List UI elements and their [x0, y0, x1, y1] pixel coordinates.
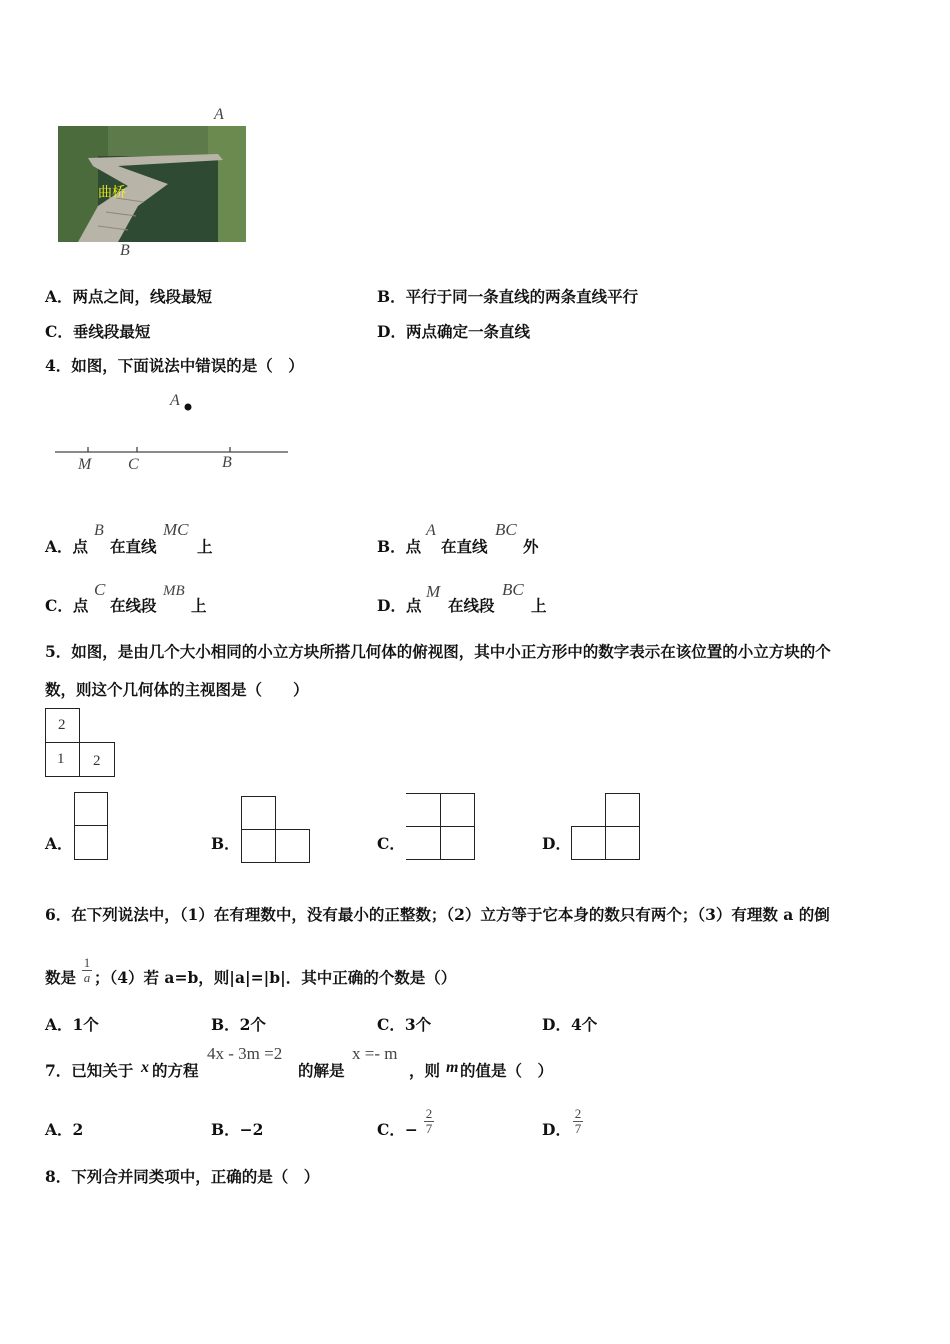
q4-opt-a-p2: MC: [163, 520, 189, 539]
q6-option-a: A．1个: [45, 1015, 99, 1034]
q5-a-cell-2: [74, 825, 108, 860]
q4-opt-d-p1: M: [426, 582, 441, 601]
q3-option-a: A．两点之间，线段最短: [45, 287, 213, 306]
q4-stem: 4．如图，下面说法中错误的是（ ）: [45, 356, 304, 375]
point-b-label: B: [120, 242, 130, 259]
q5-c-cell-1: [406, 793, 441, 827]
q4-opt-d-post: 上: [531, 596, 547, 615]
q4-opt-d-mid: 在线段: [448, 596, 495, 615]
q4-opt-b-pre: B．点: [377, 537, 422, 556]
bridge-photo: [58, 126, 246, 242]
q7-var-x: x: [141, 1059, 149, 1076]
q7-pre: 7．已知关于: [45, 1061, 134, 1080]
fig-point-b: B: [222, 454, 232, 471]
q6-line1: 6．在下列说法中，（1）在有理数中，没有最小的正整数；（2）立方等于它本身的数只有两个；（3）有理数 a 的倒: [45, 905, 830, 924]
q4-opt-c-mid: 在线段: [110, 596, 157, 615]
q4-opt-c-post: 上: [191, 596, 207, 615]
q5-b-cell-1: [241, 796, 276, 830]
q7-post: 的值是（ ）: [460, 1061, 554, 1080]
q6-line2-pre: 数是: [45, 968, 77, 987]
q5-label-b: B．: [211, 834, 240, 853]
q7-mid3: ，则: [409, 1061, 441, 1080]
q4-opt-a-mid: 在直线: [110, 537, 157, 556]
photo-label: 曲桥: [98, 185, 126, 201]
q5-label-c: C．: [377, 834, 405, 853]
grid-num-top: 2: [58, 717, 66, 733]
q3-option-d: D．两点确定一条直线: [377, 322, 530, 341]
q4-opt-c-pre: C．点: [45, 596, 89, 615]
grid-num-bottom-right: 2: [93, 753, 101, 769]
q4-figure: [50, 390, 300, 480]
q7-option-d-fraction: [573, 1107, 583, 1136]
q5-label-a: A．: [45, 834, 73, 853]
q4-opt-d-p2: BC: [502, 580, 524, 599]
q7-option-c-fraction: [424, 1107, 434, 1136]
q6-frac-num: 1: [83, 955, 91, 970]
bridge-illustration: [58, 126, 246, 242]
q7-mid2: 的解是: [298, 1061, 345, 1080]
q6-frac-den: a: [83, 970, 91, 985]
q5-c-cell-4: [440, 826, 475, 860]
q6-fraction: [82, 956, 92, 985]
q4-opt-b-mid: 在直线: [441, 537, 488, 556]
q7-c-frac-num: 2: [425, 1106, 433, 1121]
q7-option-b: B．−2: [211, 1120, 264, 1139]
fig-point-a: A: [170, 392, 180, 409]
q7-mid1: 的方程: [152, 1061, 199, 1080]
grid-num-bottom-left: 1: [57, 751, 65, 767]
q5-label-d: D．: [542, 834, 571, 853]
q5-c-cell-3: [406, 826, 441, 860]
q5-line1: 5．如图，是由几个大小相同的小立方块所搭几何体的俯视图，其中小正方形中的数字表示在该位置的小立方块的个: [45, 642, 831, 661]
q5-c-cell-2: [440, 793, 475, 827]
q6-option-c: C．3个: [377, 1015, 432, 1034]
q7-option-c-pre: C．−: [377, 1120, 418, 1139]
q4-opt-a-pre: A．点: [45, 537, 89, 556]
q7-option-d-pre: D．: [542, 1120, 571, 1139]
point-a-label: A: [214, 106, 224, 123]
q4-opt-b-p2: BC: [495, 520, 517, 539]
q4-opt-c-p1: C: [94, 580, 106, 599]
q7-c-frac-den: 7: [425, 1121, 433, 1136]
q4-opt-c-p2: MB: [163, 583, 185, 599]
q6-option-d: D．4个: [542, 1015, 598, 1034]
q7-d-frac-num: 2: [574, 1106, 582, 1121]
q7-d-frac-den: 7: [574, 1121, 582, 1136]
q4-opt-d-pre: D．点: [377, 596, 422, 615]
fig-point-c: C: [128, 456, 139, 473]
q7-var-m: m: [446, 1059, 459, 1076]
fig-point-m: M: [78, 456, 92, 473]
q5-d-cell-1: [605, 793, 640, 827]
q6-option-b: B．2个: [211, 1015, 266, 1034]
q7-solution: x =- m: [352, 1044, 398, 1063]
q3-option-b: B．平行于同一条直线的两条直线平行: [377, 287, 639, 306]
q5-a-cell-1: [74, 792, 108, 826]
q6-line2-post: ；（4）若 a=b，则|a|=|b|．其中正确的个数是（）: [94, 968, 457, 987]
q5-d-cell-2: [571, 826, 606, 860]
q4-opt-b-p1: A: [426, 522, 436, 539]
q3-option-c: C．垂线段最短: [45, 322, 151, 341]
q5-d-cell-3: [605, 826, 640, 860]
q4-opt-a-p1: B: [94, 522, 104, 539]
q7-option-a: A．2: [45, 1120, 84, 1139]
q7-equation: 4x - 3m =2: [207, 1044, 283, 1063]
q5-b-cell-2: [241, 829, 276, 863]
q4-opt-b-post: 外: [523, 537, 539, 556]
q8-stem: 8．下列合并同类项中，正确的是（ ）: [45, 1167, 320, 1186]
q5-line2: 数，则这个几何体的主视图是（ ）: [45, 680, 309, 699]
q5-b-cell-3: [275, 829, 310, 863]
q4-opt-a-post: 上: [197, 537, 213, 556]
